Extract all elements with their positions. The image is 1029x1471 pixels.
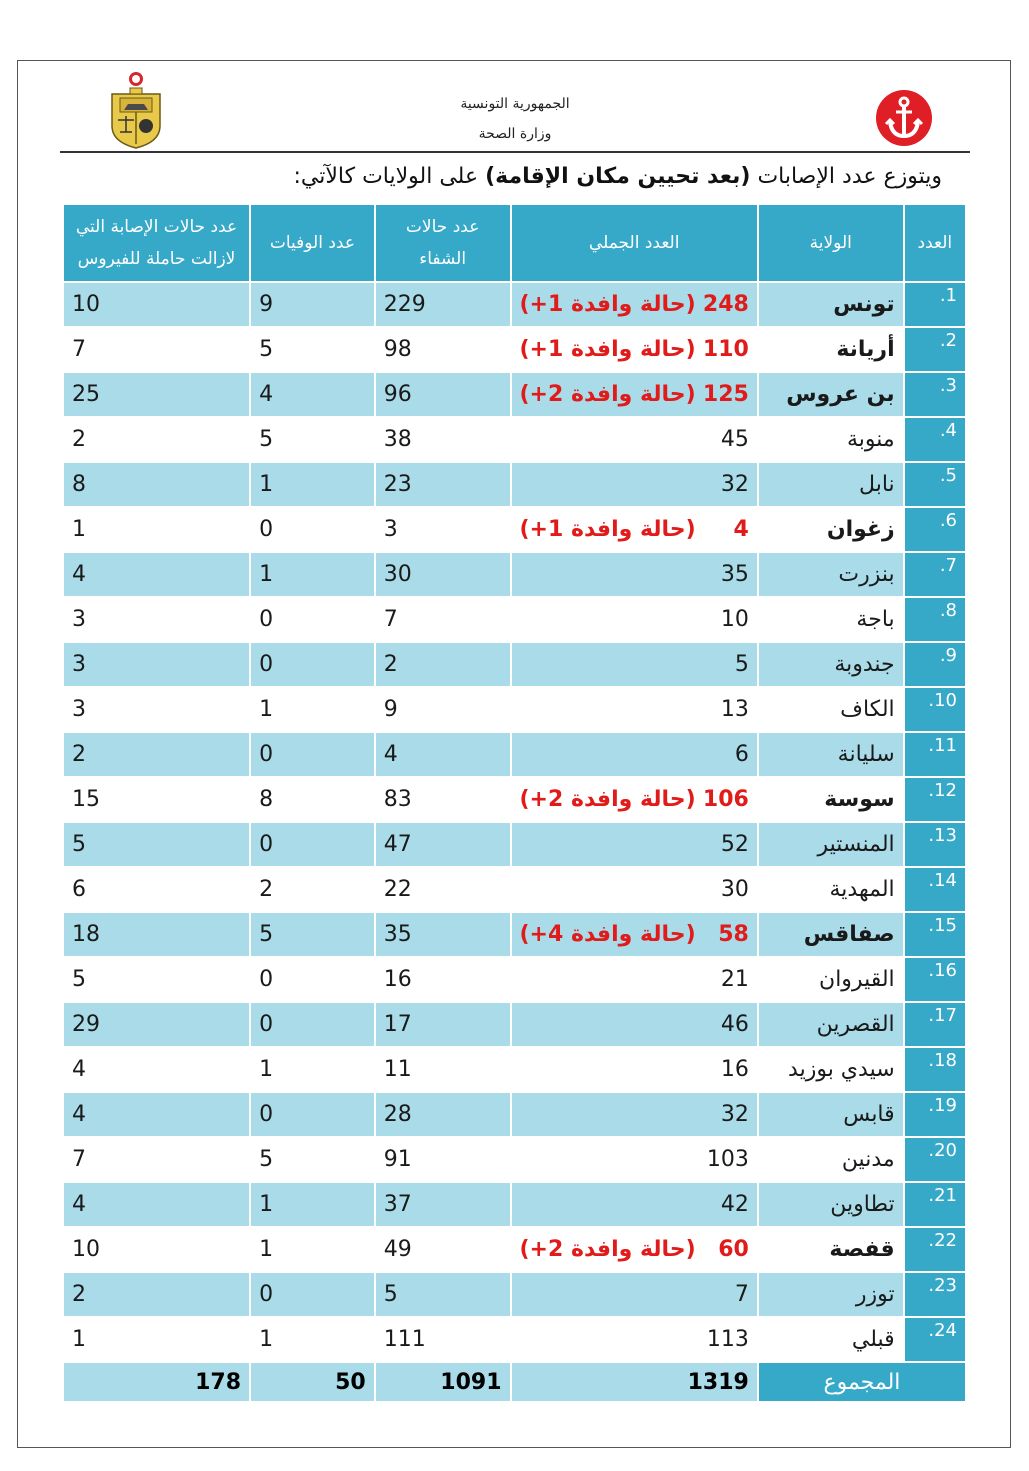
governorate-name: قابس [758, 1092, 904, 1137]
total-cases: 21 [720, 967, 749, 992]
recovered-count: 83 [375, 777, 511, 822]
table-header-row [63, 204, 966, 282]
governorate-name: نابل [758, 462, 904, 507]
row-number: 24. [904, 1317, 966, 1362]
table-row [63, 597, 966, 642]
total-cases-cell [511, 552, 758, 597]
intro-part2: على الولايات كالآتي: [293, 164, 486, 189]
deaths-count: 0 [250, 642, 375, 687]
total-cases: 7 [734, 1282, 749, 1307]
deaths-count: 0 [250, 1272, 375, 1317]
total-cases: 5 [734, 652, 749, 677]
active-count: 25 [63, 372, 250, 417]
recovered-count: 38 [375, 417, 511, 462]
row-number: 18. [904, 1047, 966, 1092]
total-cases: 10 [720, 607, 749, 632]
header-num: العدد [904, 204, 966, 282]
recovered-count: 49 [375, 1227, 511, 1272]
governorate-name: سيدي بوزيد [758, 1047, 904, 1092]
active-count: 5 [63, 822, 250, 867]
imported-cases-note: (+1 حالة وافدة) [519, 292, 696, 317]
active-count: 2 [63, 1272, 250, 1317]
total-cases: 106 [702, 787, 749, 812]
table-row [63, 552, 966, 597]
total-cases: 125 [702, 382, 749, 407]
recovered-count: 37 [375, 1182, 511, 1227]
row-number: 13. [904, 822, 966, 867]
total-cases-cell [511, 1092, 758, 1137]
total-cases: 32 [720, 472, 749, 497]
sum-recovered: 1091 [375, 1362, 511, 1402]
total-cases-cell [511, 687, 758, 732]
header-active: عدد حالات الإصابة التي لازالت حاملة للفيروس [63, 204, 250, 282]
total-cases: 35 [720, 562, 749, 587]
governorate-name: باجة [758, 597, 904, 642]
governorate-name: منوبة [758, 417, 904, 462]
row-number: 7. [904, 552, 966, 597]
total-cases-cell [511, 507, 758, 552]
deaths-count: 1 [250, 687, 375, 732]
governorate-name: تطاوين [758, 1182, 904, 1227]
row-number: 15. [904, 912, 966, 957]
total-cases-cell [511, 327, 758, 372]
table-row [63, 462, 966, 507]
governorate-name: المنستير [758, 822, 904, 867]
total-cases: 4 [733, 517, 749, 542]
deaths-count: 5 [250, 912, 375, 957]
total-cases-cell [511, 1047, 758, 1092]
deaths-count: 1 [250, 462, 375, 507]
total-cases: 13 [720, 697, 749, 722]
active-count: 3 [63, 597, 250, 642]
recovered-count: 16 [375, 957, 511, 1002]
recovered-count: 7 [375, 597, 511, 642]
recovered-count: 5 [375, 1272, 511, 1317]
governorate-name: الكاف [758, 687, 904, 732]
total-cases: 46 [720, 1012, 749, 1037]
governorate-name: قبلي [758, 1317, 904, 1362]
republic-title: الجمهورية التونسية [460, 96, 570, 112]
header-gov: الولاية [758, 204, 904, 282]
recovered-count: 47 [375, 822, 511, 867]
intro-part1: ويتوزع عدد الإصابات [750, 164, 942, 189]
total-cases: 45 [720, 427, 749, 452]
active-count: 4 [63, 1182, 250, 1227]
total-cases: 110 [702, 337, 749, 362]
row-number: 9. [904, 642, 966, 687]
row-number: 6. [904, 507, 966, 552]
deaths-count: 8 [250, 777, 375, 822]
governorate-name: بن عروس [758, 372, 904, 417]
active-count: 15 [63, 777, 250, 822]
recovered-count: 22 [375, 867, 511, 912]
active-count: 6 [63, 867, 250, 912]
table-row [63, 687, 966, 732]
deaths-count: 5 [250, 1137, 375, 1182]
deaths-count: 0 [250, 1002, 375, 1047]
deaths-count: 1 [250, 1047, 375, 1092]
deaths-count: 1 [250, 1317, 375, 1362]
active-count: 3 [63, 687, 250, 732]
total-cases-cell [511, 867, 758, 912]
row-number: 5. [904, 462, 966, 507]
governorate-name: مدنين [758, 1137, 904, 1182]
row-number: 19. [904, 1092, 966, 1137]
header-deaths: عدد الوفيات [250, 204, 375, 282]
active-count: 3 [63, 642, 250, 687]
governorate-name: زغوان [758, 507, 904, 552]
active-count: 5 [63, 957, 250, 1002]
governorate-name: جندوبة [758, 642, 904, 687]
table-row [63, 507, 966, 552]
imported-cases-note: (+2 حالة وافدة) [519, 787, 696, 812]
row-number: 16. [904, 957, 966, 1002]
governorate-name: أريانة [758, 327, 904, 372]
recovered-count: 4 [375, 732, 511, 777]
recovered-count: 35 [375, 912, 511, 957]
total-cases-cell [511, 597, 758, 642]
recovered-count: 111 [375, 1317, 511, 1362]
intro-sentence [240, 164, 942, 189]
active-count: 7 [63, 327, 250, 372]
active-count: 4 [63, 1047, 250, 1092]
active-count: 10 [63, 282, 250, 327]
total-cases-cell [511, 1137, 758, 1182]
total-cases-cell [511, 1002, 758, 1047]
total-cases-cell [511, 957, 758, 1002]
total-cases-cell [511, 642, 758, 687]
governorate-name: سوسة [758, 777, 904, 822]
governorate-name: تونس [758, 282, 904, 327]
total-cases: 6 [734, 742, 749, 767]
recovered-count: 28 [375, 1092, 511, 1137]
table-row [63, 1227, 966, 1272]
active-count: 18 [63, 912, 250, 957]
total-cases-cell [511, 462, 758, 507]
row-number: 22. [904, 1227, 966, 1272]
total-cases-cell [511, 1317, 758, 1362]
row-number: 14. [904, 867, 966, 912]
table-row [63, 957, 966, 1002]
active-count: 4 [63, 552, 250, 597]
total-cases-cell [511, 417, 758, 462]
governorate-name: توزر [758, 1272, 904, 1317]
table-row [63, 822, 966, 867]
deaths-count: 0 [250, 507, 375, 552]
header-divider [60, 151, 970, 153]
row-number: 1. [904, 282, 966, 327]
governorate-name: قفصة [758, 1227, 904, 1272]
total-cases-cell [511, 1227, 758, 1272]
row-number: 10. [904, 687, 966, 732]
recovered-count: 91 [375, 1137, 511, 1182]
recovered-count: 96 [375, 372, 511, 417]
imported-cases-note: (+1 حالة وافدة) [519, 337, 696, 362]
deaths-count: 1 [250, 552, 375, 597]
row-number: 11. [904, 732, 966, 777]
active-count: 10 [63, 1227, 250, 1272]
total-cases-cell [511, 732, 758, 777]
active-count: 2 [63, 417, 250, 462]
table-row [63, 1137, 966, 1182]
header-total: العدد الجملي [511, 204, 758, 282]
total-cases: 42 [720, 1192, 749, 1217]
imported-cases-note: (+1 حالة وافدة) [519, 517, 696, 542]
table-row [63, 1047, 966, 1092]
deaths-count: 5 [250, 327, 375, 372]
recovered-count: 229 [375, 282, 511, 327]
deaths-count: 2 [250, 867, 375, 912]
table-row [63, 1182, 966, 1227]
recovered-count: 11 [375, 1047, 511, 1092]
row-number: 12. [904, 777, 966, 822]
table-row [63, 1317, 966, 1362]
active-count: 29 [63, 1002, 250, 1047]
recovered-count: 98 [375, 327, 511, 372]
tunisia-coat-of-arms-icon [106, 70, 166, 150]
table-row [63, 372, 966, 417]
table-row [63, 327, 966, 372]
active-count: 1 [63, 1317, 250, 1362]
total-cases-cell [511, 822, 758, 867]
row-number: 17. [904, 1002, 966, 1047]
deaths-count: 4 [250, 372, 375, 417]
governorate-name: القصرين [758, 1002, 904, 1047]
deaths-count: 5 [250, 417, 375, 462]
total-cases-cell [511, 1272, 758, 1317]
recovered-count: 2 [375, 642, 511, 687]
sum-deaths: 50 [250, 1362, 375, 1402]
total-cases: 60 [718, 1237, 749, 1262]
total-cases-cell [511, 372, 758, 417]
imported-cases-note: (+2 حالة وافدة) [519, 382, 696, 407]
row-number: 20. [904, 1137, 966, 1182]
active-count: 8 [63, 462, 250, 507]
sum-label: المجموع [758, 1362, 966, 1402]
recovered-count: 17 [375, 1002, 511, 1047]
row-number: 3. [904, 372, 966, 417]
governorate-name: القيروان [758, 957, 904, 1002]
deaths-count: 0 [250, 822, 375, 867]
total-cases: 248 [702, 292, 749, 317]
row-number: 8. [904, 597, 966, 642]
total-cases-cell [511, 777, 758, 822]
sum-row [63, 1362, 966, 1402]
deaths-count: 0 [250, 597, 375, 642]
table-row [63, 1002, 966, 1047]
table-row [63, 282, 966, 327]
active-count: 2 [63, 732, 250, 777]
total-cases: 113 [706, 1327, 749, 1352]
sum-active: 178 [63, 1362, 250, 1402]
table-row [63, 1272, 966, 1317]
active-count: 4 [63, 1092, 250, 1137]
governorate-table [62, 203, 967, 1403]
total-cases: 30 [720, 877, 749, 902]
recovered-count: 23 [375, 462, 511, 507]
table-row [63, 867, 966, 912]
deaths-count: 1 [250, 1227, 375, 1272]
table-row [63, 642, 966, 687]
row-number: 4. [904, 417, 966, 462]
sum-total: 1319 [511, 1362, 758, 1402]
deaths-count: 0 [250, 1092, 375, 1137]
intro-bold: (بعد تحيين مكان الإقامة) [485, 164, 751, 189]
ministry-title: وزارة الصحة [478, 126, 552, 142]
ministry-of-health-logo-icon [876, 90, 932, 146]
active-count: 1 [63, 507, 250, 552]
total-cases: 103 [706, 1147, 749, 1172]
table-row [63, 732, 966, 777]
deaths-count: 1 [250, 1182, 375, 1227]
imported-cases-note: (+4 حالة وافدة) [519, 922, 696, 947]
table-row [63, 417, 966, 462]
governorate-name: صفاقس [758, 912, 904, 957]
governorate-name: سليانة [758, 732, 904, 777]
deaths-count: 9 [250, 282, 375, 327]
deaths-count: 0 [250, 957, 375, 1002]
table-row [63, 1092, 966, 1137]
row-number: 23. [904, 1272, 966, 1317]
row-number: 2. [904, 327, 966, 372]
recovered-count: 9 [375, 687, 511, 732]
active-count: 7 [63, 1137, 250, 1182]
governorate-name: بنزرت [758, 552, 904, 597]
recovered-count: 30 [375, 552, 511, 597]
total-cases-cell [511, 282, 758, 327]
total-cases-cell [511, 912, 758, 957]
imported-cases-note: (+2 حالة وافدة) [519, 1237, 696, 1262]
table-row [63, 777, 966, 822]
total-cases: 58 [718, 922, 749, 947]
deaths-count: 0 [250, 732, 375, 777]
row-number: 21. [904, 1182, 966, 1227]
header-recovered: عدد حالات الشفاء [375, 204, 511, 282]
total-cases-cell [511, 1182, 758, 1227]
total-cases: 32 [720, 1102, 749, 1127]
total-cases: 52 [720, 832, 749, 857]
table-row [63, 912, 966, 957]
recovered-count: 3 [375, 507, 511, 552]
total-cases: 16 [720, 1057, 749, 1082]
governorate-name: المهدية [758, 867, 904, 912]
